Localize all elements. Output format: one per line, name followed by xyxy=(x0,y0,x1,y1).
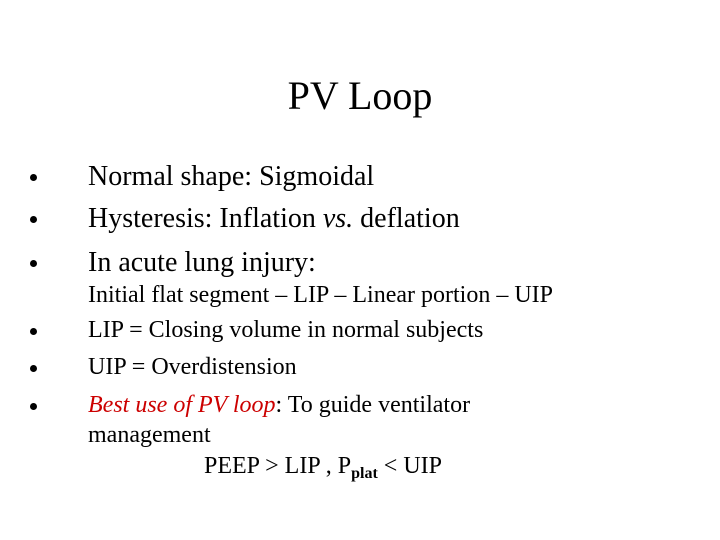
sub-bullet-text: LIP = Closing volume in normal subjects xyxy=(88,317,484,343)
sub-bullet-item xyxy=(0,316,720,345)
formula-line xyxy=(0,452,720,486)
bullet-text-pre: Hysteresis: Inflation xyxy=(88,203,323,234)
sub-bullet-line2: management xyxy=(88,422,211,448)
bullet-text-post: deflation xyxy=(353,203,460,234)
formula-subscript: plat xyxy=(351,465,378,482)
slide-title: PV Loop xyxy=(287,73,433,118)
bullet-text xyxy=(88,202,460,236)
bullet-text: Normal shape: Sigmoidal xyxy=(88,161,375,192)
formula-text xyxy=(204,452,442,481)
bullet-dot-icon xyxy=(30,328,37,335)
sub-bullet-rest: : To guide ventilator xyxy=(275,392,471,418)
formula-part2: < UIP xyxy=(377,453,443,479)
sub-bullet-text: UIP = Overdistension xyxy=(88,354,297,380)
sub-bullet-item xyxy=(0,353,720,382)
bullet-dot-icon xyxy=(30,216,37,223)
emphasis-text: Best use of PV loop xyxy=(88,392,276,418)
formula-part1: PEEP > LIP , P xyxy=(204,453,352,479)
continuation-text: Initial flat segment – LIP – Linear portion – UIP xyxy=(88,282,554,308)
bullet-text-italic: vs. xyxy=(322,203,354,234)
sub-bullet-text xyxy=(88,391,470,420)
bullet-dot-icon xyxy=(30,365,37,372)
bullet-dot-icon xyxy=(30,403,37,410)
bullet-dot-icon xyxy=(30,260,37,267)
bullet-item xyxy=(0,160,720,194)
bullet-dot-icon xyxy=(30,174,37,181)
bullet-continuation xyxy=(0,281,720,310)
sub-bullet-item xyxy=(0,391,720,420)
bullet-text: In acute lung injury: xyxy=(88,247,316,278)
bullet-item xyxy=(0,246,720,280)
sub-bullet-continuation xyxy=(0,421,720,450)
bullet-item xyxy=(0,202,720,236)
